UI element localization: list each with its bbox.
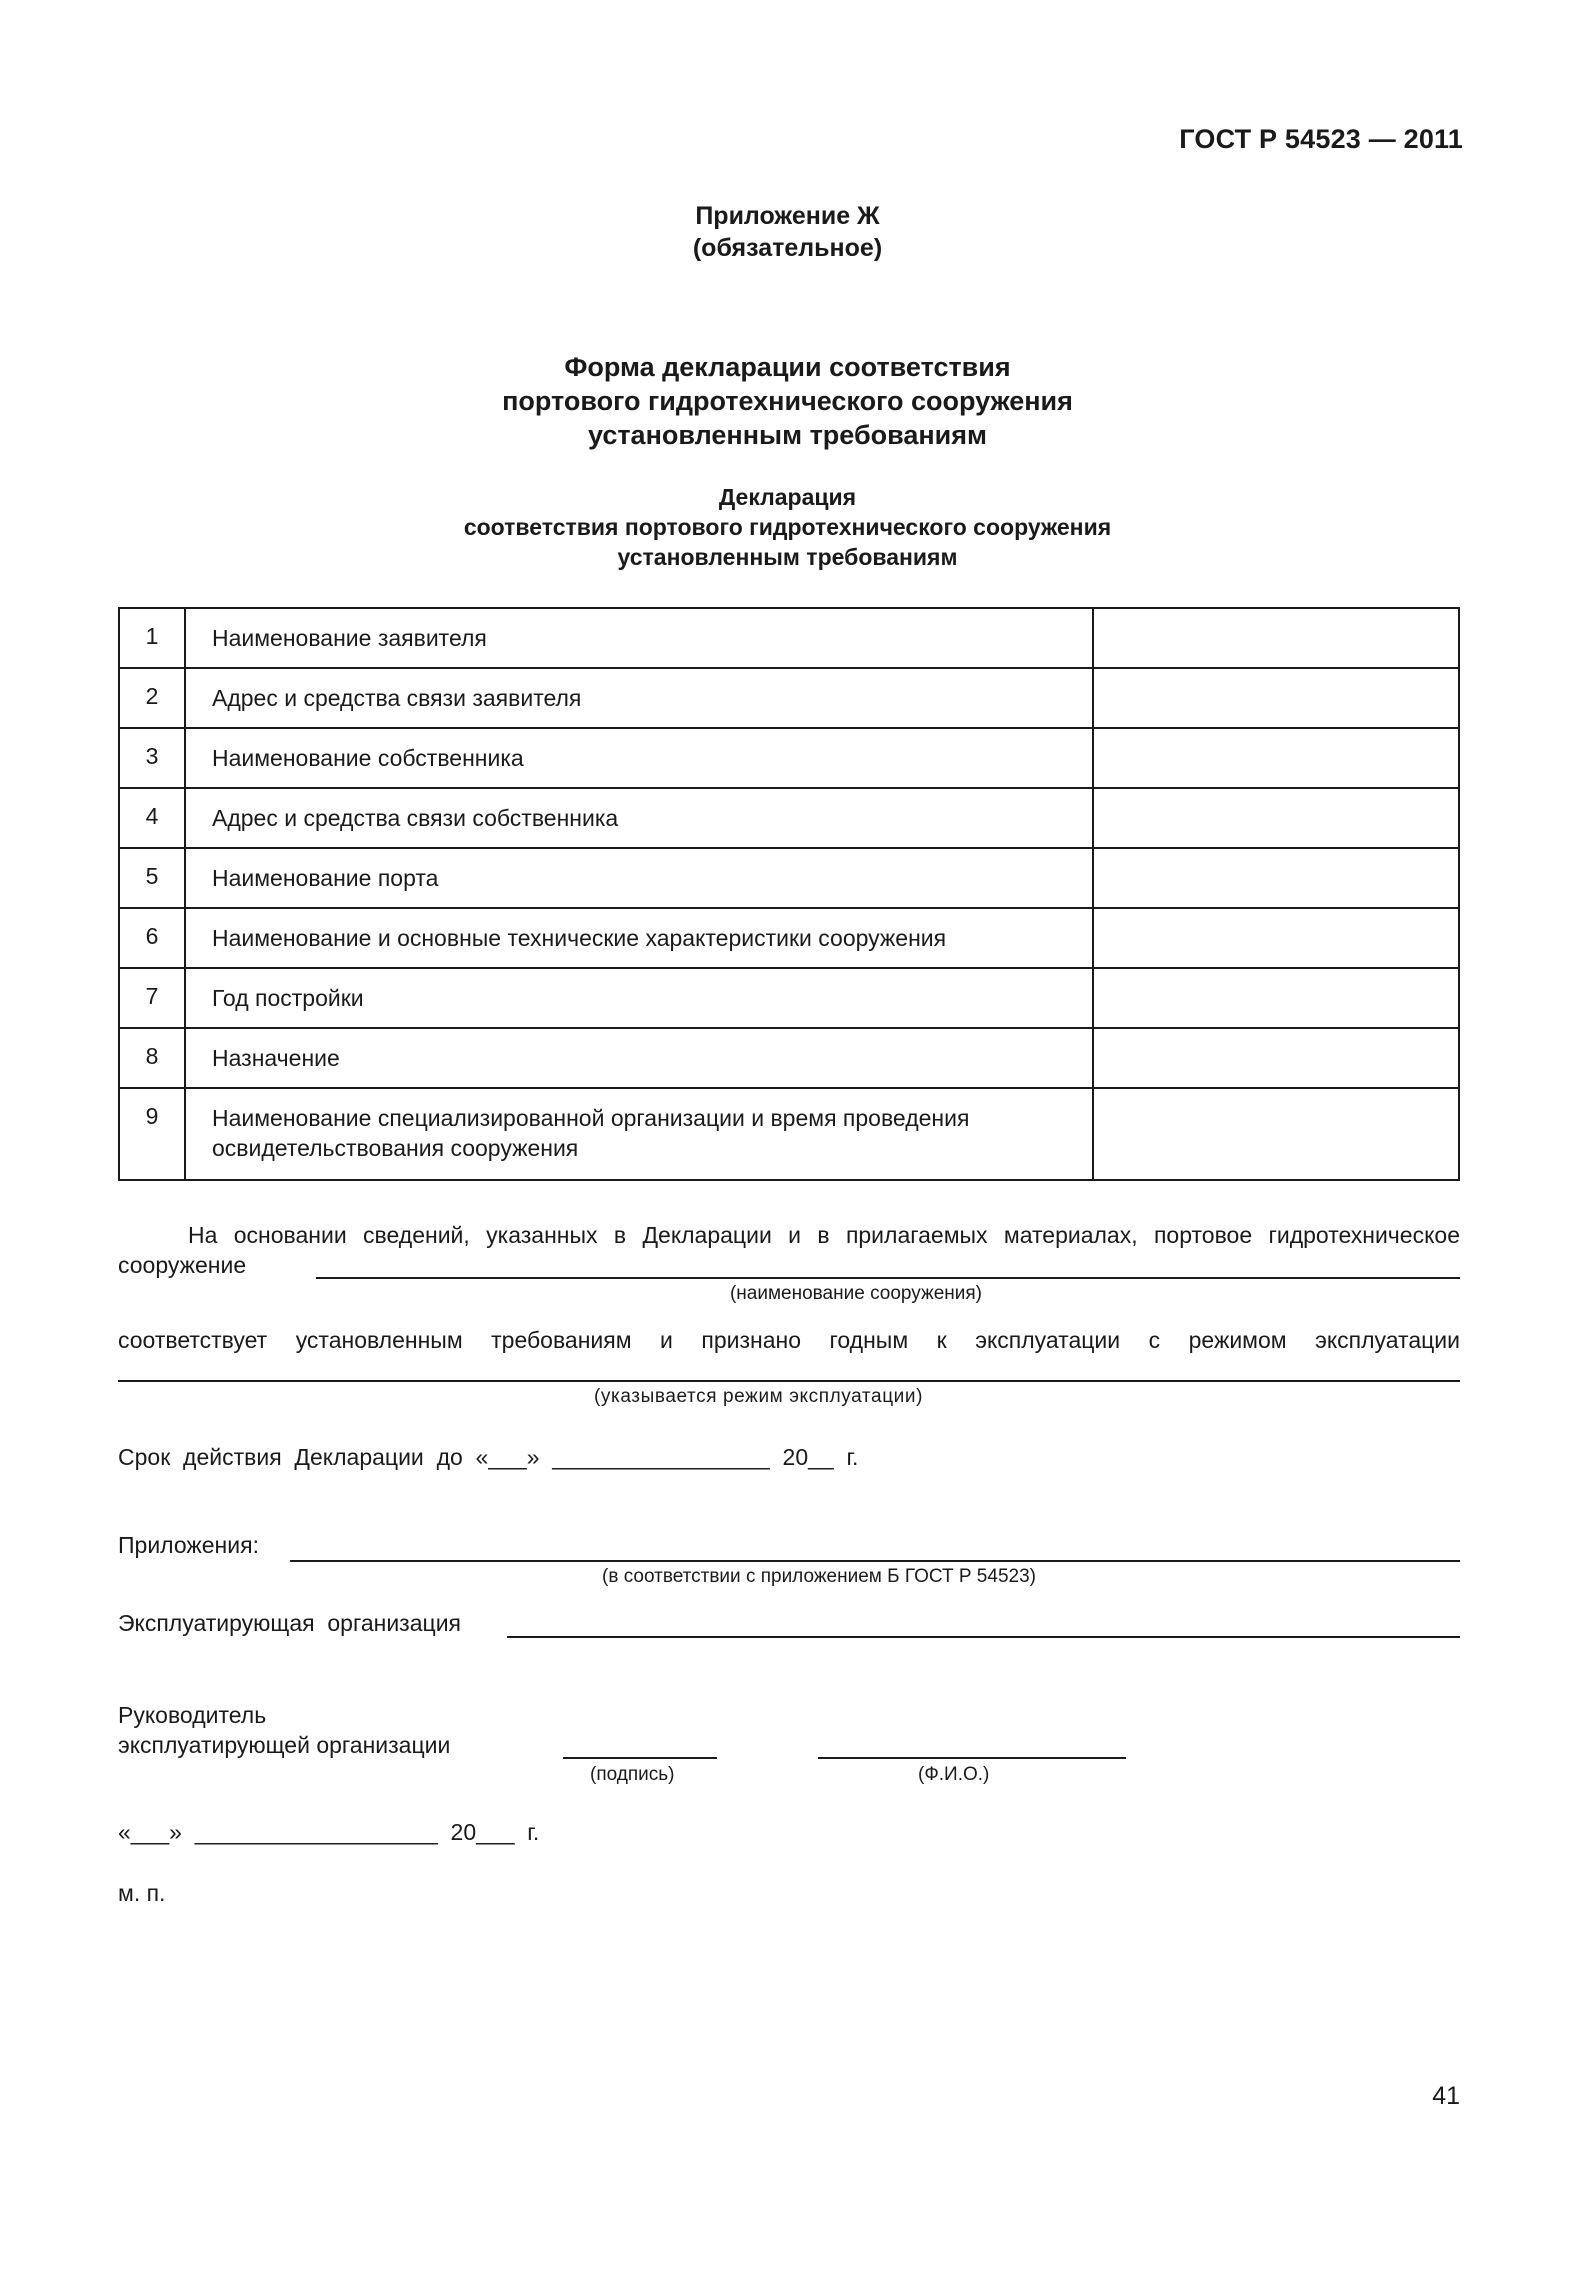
table-row xyxy=(119,908,1459,968)
row-number: 2 xyxy=(119,668,185,728)
table-row xyxy=(119,608,1459,668)
head-title xyxy=(118,1700,450,1760)
row-label: Адрес и средства связи заявителя xyxy=(185,668,1093,728)
row-value-cell[interactable] xyxy=(1093,728,1459,788)
row-number: 1 xyxy=(119,608,185,668)
seal-mark: м. п. xyxy=(118,1880,166,1906)
appendix-heading xyxy=(0,200,1575,264)
row-label: Адрес и средства связи собственника xyxy=(185,788,1093,848)
appendix-status: (обязательное) xyxy=(692,234,883,262)
row-value-cell[interactable] xyxy=(1093,1088,1459,1180)
row-label: Год постройки xyxy=(185,968,1093,1028)
row-label: Назначение xyxy=(185,1028,1093,1088)
row-number: 9 xyxy=(119,1088,185,1180)
form-title-line: установленным требованиям xyxy=(587,420,988,450)
head-title-line: эксплуатирующей организации xyxy=(118,1732,451,1758)
appendices-line[interactable] xyxy=(290,1560,1460,1562)
operator-label: Эксплуатирующая организация xyxy=(118,1610,461,1636)
declaration-title xyxy=(0,482,1575,572)
table-row xyxy=(119,668,1459,728)
table-row xyxy=(119,968,1459,1028)
head-title-line: Руководитель xyxy=(118,1702,267,1728)
row-value-cell[interactable] xyxy=(1093,908,1459,968)
declaration-title-line: соответствия портового гидротехнического сооружения xyxy=(463,514,1112,540)
table-row xyxy=(119,1088,1459,1180)
row-number: 3 xyxy=(119,728,185,788)
structure-name-line[interactable] xyxy=(316,1277,1460,1279)
form-title-line: портового гидротехнического сооружения xyxy=(502,386,1073,416)
declaration-title-line: установленным требованиям xyxy=(617,544,958,570)
standard-number: ГОСТ Р 54523 — 2011 xyxy=(1179,124,1463,154)
fio-caption: (Ф.И.О.) xyxy=(918,1764,990,1785)
validity-text: Срок действия Декларации до «___» _________________ 20__ г. xyxy=(118,1444,859,1470)
operator-line[interactable] xyxy=(507,1636,1460,1638)
page-number: 41 xyxy=(1432,2082,1460,2110)
basis-paragraph: На основании сведений, указанных в Декларации и в прилагаемых материалах, портовое гидротехническое сооружение xyxy=(118,1222,1460,1278)
operation-mode-caption: (указывается режим эксплуатации) xyxy=(594,1386,924,1407)
declaration-title-line: Декларация xyxy=(718,484,857,510)
row-value-cell[interactable] xyxy=(1093,608,1459,668)
row-label: Наименование специализированной организации и время проведения освидетельствования сооружения xyxy=(185,1088,1093,1180)
operation-mode-line[interactable] xyxy=(118,1380,1460,1382)
complies-text: соответствует установленным требованиям и признано годным к эксплуатации с режимом эксплуатации xyxy=(118,1327,1460,1353)
row-label: Наименование и основные технические характеристики сооружения xyxy=(185,908,1093,968)
row-number: 4 xyxy=(119,788,185,848)
table-row xyxy=(119,728,1459,788)
row-value-cell[interactable] xyxy=(1093,848,1459,908)
form-title xyxy=(0,350,1575,452)
appendices-caption: (в соответствии с приложением Б ГОСТ Р 54523) xyxy=(602,1566,1036,1587)
row-number: 5 xyxy=(119,848,185,908)
date-text: «___» ___________________ 20___ г. xyxy=(118,1819,540,1845)
declaration-table xyxy=(118,607,1460,1181)
row-value-cell[interactable] xyxy=(1093,968,1459,1028)
row-value-cell[interactable] xyxy=(1093,1028,1459,1088)
table-row xyxy=(119,848,1459,908)
row-label: Наименование собственника xyxy=(185,728,1093,788)
form-title-line: Форма декларации соответствия xyxy=(564,352,1011,382)
row-label: Наименование заявителя xyxy=(185,608,1093,668)
structure-name-caption: (наименование сооружения) xyxy=(729,1283,982,1304)
appendices-label: Приложения: xyxy=(118,1532,259,1558)
table-row xyxy=(119,788,1459,848)
row-value-cell[interactable] xyxy=(1093,788,1459,848)
signature-line[interactable] xyxy=(563,1757,717,1759)
table-row xyxy=(119,1028,1459,1088)
appendix-title: Приложение Ж xyxy=(695,202,880,230)
row-label: Наименование порта xyxy=(185,848,1093,908)
row-number: 7 xyxy=(119,968,185,1028)
signature-caption: (подпись) xyxy=(590,1764,675,1785)
row-number: 8 xyxy=(119,1028,185,1088)
row-value-cell[interactable] xyxy=(1093,668,1459,728)
row-number: 6 xyxy=(119,908,185,968)
fio-line[interactable] xyxy=(818,1757,1126,1759)
